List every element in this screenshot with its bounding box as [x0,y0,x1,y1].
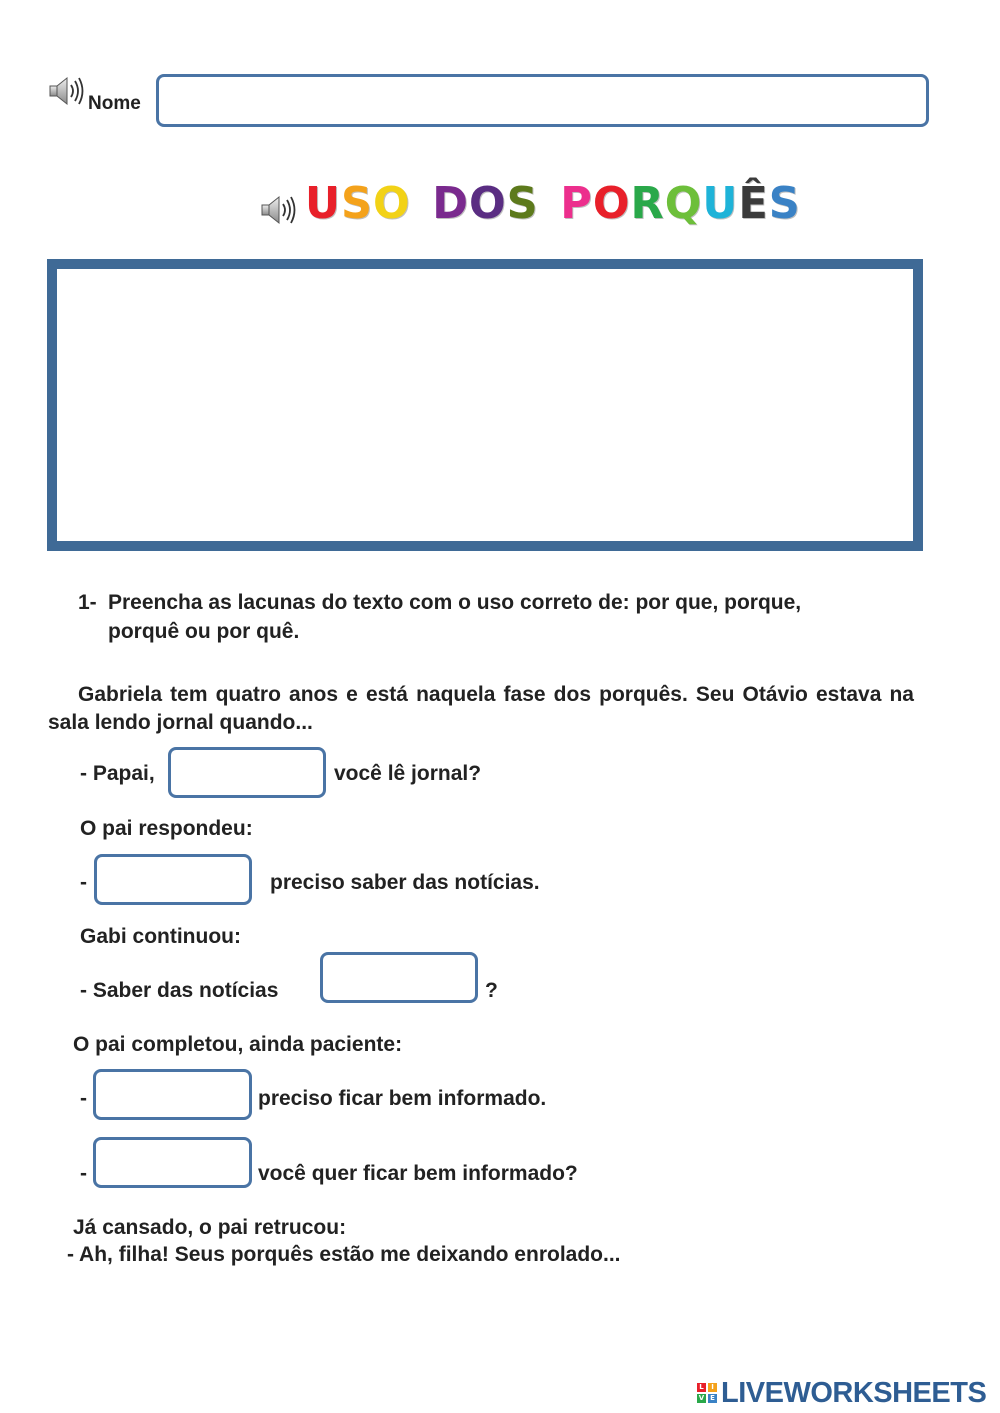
title-letter: P [560,178,593,229]
dialogue-line: preciso saber das notícias. [270,871,540,894]
speaker-icon[interactable] [48,74,88,108]
instruction-line-2: porquê ou por quê. [108,620,300,643]
question-mark: ? [485,979,498,1002]
dash: - [80,1162,87,1185]
media-frame[interactable] [47,259,923,551]
narration-line: Já cansado, o pai retrucou: [73,1216,347,1239]
dialogue-line: - Saber das notícias [80,979,279,1002]
logo-grid-cell: E [708,1394,717,1403]
answer-input-3[interactable] [320,952,478,1003]
logo-grid-cell: I [708,1383,717,1392]
title-letter: S [340,178,374,229]
answer-input-4[interactable] [93,1069,252,1120]
name-input[interactable] [156,74,929,127]
title-letter: Ê [738,178,769,229]
name-label: Nome [88,93,141,114]
narration-line: Gabi continuou: [80,925,241,948]
dialogue-line: você lê jornal? [334,762,482,785]
dialogue-line: - Papai, [80,762,155,785]
narration-line: O pai respondeu: [80,817,253,840]
title-letter: U [702,178,739,229]
dash: - [80,871,87,894]
title-letter: O [592,178,631,229]
page-title [305,178,801,238]
logo-text: LIVEWORKSHEETS [721,1376,987,1409]
exercise-number: 1- [78,591,97,614]
title-letter: D [432,178,470,229]
answer-input-2[interactable] [94,854,252,905]
logo-grid-cell: L [697,1383,706,1392]
answer-input-1[interactable] [168,747,326,798]
title-letter: Q [664,178,703,229]
speaker-icon[interactable] [260,193,300,227]
dialogue-line: - Ah, filha! Seus porquês estão me deixando enrolado... [67,1243,621,1266]
title-letter: S [768,178,801,229]
title-letter: O [469,178,507,229]
title-letter: O [373,178,411,229]
dialogue-line: preciso ficar bem informado. [258,1087,547,1110]
title-letter: U [305,178,341,229]
dash: - [80,1087,87,1110]
dialogue-line: você quer ficar bem informado? [258,1162,578,1185]
title-letter: S [506,178,539,229]
logo-grid-cell: V [698,1394,705,1402]
narration-line: O pai completou, ainda paciente: [73,1033,403,1056]
title-letter: R [630,178,665,229]
logo-grid-icon [697,1383,717,1403]
intro-paragraph: Gabriela tem quatro anos e está naquela fase dos porquês. Seu Otávio estava na sala lendo jornal quando... [48,683,914,734]
answer-input-5[interactable] [93,1137,252,1188]
liveworksheets-logo[interactable] [697,1376,986,1410]
instruction-line-1: Preencha as lacunas do texto com o uso correto de: por que, porque, [108,591,802,614]
